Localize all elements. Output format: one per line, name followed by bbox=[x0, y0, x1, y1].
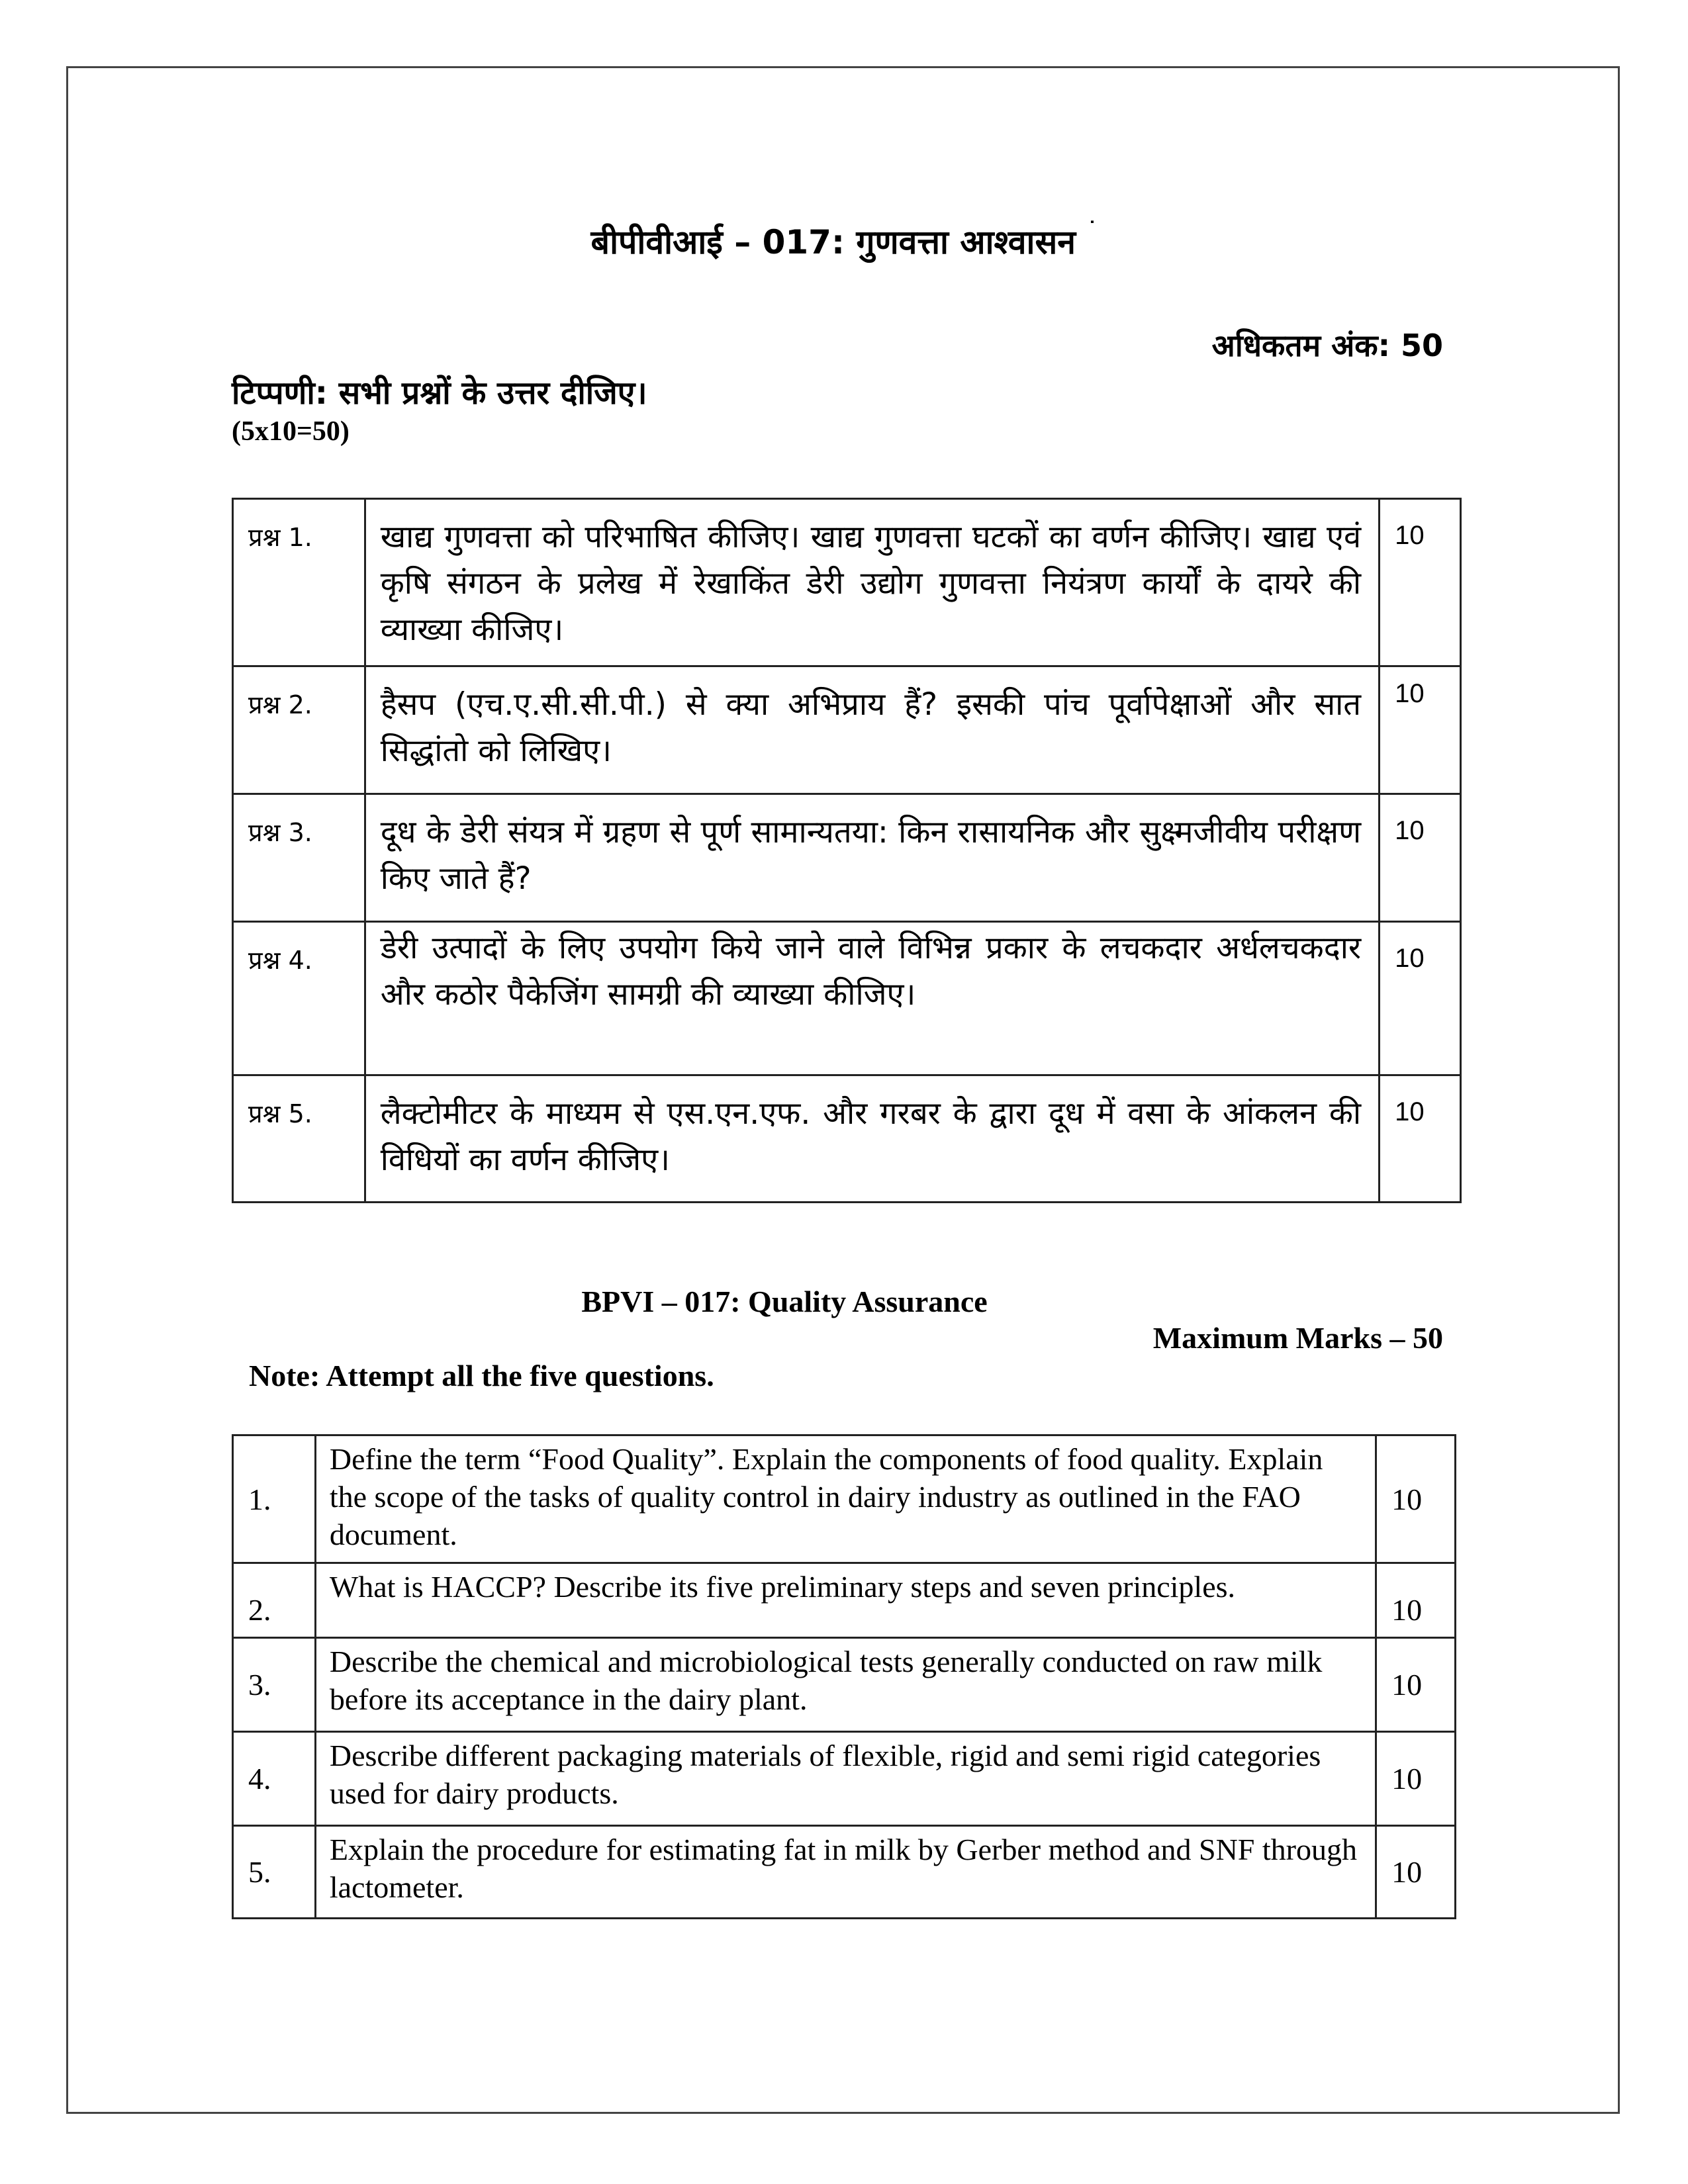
question-text: Explain the procedure for estimating fat in milk by Gerber method and SNF through lactometer. bbox=[315, 1826, 1376, 1919]
question-number: प्रश्न 3. bbox=[233, 794, 365, 922]
question-text: What is HACCP? Describe its five preliminary steps and seven principles. bbox=[315, 1563, 1376, 1638]
question-text: Define the term “Food Quality”. Explain the components of food quality. Explain the scope of the tasks of quality control in dairy industry as outlined in the FAO document. bbox=[315, 1435, 1376, 1563]
hindi-paper-title: बीपीवीआई – 017: गुणवत्ता आश्वासन ˙ bbox=[590, 218, 1098, 261]
table-row bbox=[233, 1563, 1456, 1638]
question-marks: 10 bbox=[1380, 794, 1461, 922]
question-number: 4. bbox=[233, 1732, 316, 1826]
table-row bbox=[233, 1435, 1456, 1563]
table-row bbox=[233, 794, 1461, 922]
hindi-maximum-marks: अधिकतम अंक: 50 bbox=[1211, 328, 1443, 363]
question-number: प्रश्न 2. bbox=[233, 666, 365, 794]
english-note: Note: Attempt all the five questions. bbox=[249, 1359, 714, 1392]
question-number: 3. bbox=[233, 1638, 316, 1732]
question-marks: 10 bbox=[1376, 1826, 1456, 1919]
question-marks: 10 bbox=[1380, 922, 1461, 1075]
english-paper-title: BPVI – 017: Quality Assurance bbox=[581, 1285, 988, 1318]
table-row bbox=[233, 1826, 1456, 1919]
question-number: 2. bbox=[233, 1563, 316, 1638]
table-row bbox=[233, 1075, 1461, 1203]
question-number: 1. bbox=[233, 1435, 316, 1563]
question-number: 5. bbox=[233, 1826, 316, 1919]
question-marks: 10 bbox=[1380, 499, 1461, 666]
question-text: खाद्य गुणवत्ता को परिभाषित कीजिए। खाद्य गुणवत्ता घटकों का वर्णन कीजिए। खाद्य एवं कृषि संगठन के प्रलेख में रेखाकिंत डेरी उद्योग गुणवत्ता नियंत्रण कार्यों के दायरे की व्याख्या कीजिए। bbox=[365, 499, 1379, 666]
table-row bbox=[233, 1638, 1456, 1732]
question-number: प्रश्न 5. bbox=[233, 1075, 365, 1203]
hindi-marks-distribution: (5x10=50) bbox=[232, 416, 350, 447]
question-marks: 10 bbox=[1376, 1638, 1456, 1732]
question-number: प्रश्न 1. bbox=[233, 499, 365, 666]
hindi-title-mark: ˙ bbox=[1087, 218, 1098, 242]
question-text: हैसप (एच.ए.सी.सी.पी.) से क्या अभिप्राय हैं? इसकी पांच पूर्वापेक्षाओं और सात सिद्धांतो को लिखिए। bbox=[365, 666, 1379, 794]
english-maximum-marks: Maximum Marks – 50 bbox=[1152, 1321, 1443, 1355]
table-row bbox=[233, 922, 1461, 1075]
hindi-note: टिप्पणी: सभी प्रश्नों के उत्तर दीजिए। bbox=[232, 375, 647, 412]
question-text: लैक्टोमीटर के माध्यम से एस.एन.एफ. और गरबर के द्वारा दूध में वसा के आंकलन की विधियों का वर्णन कीजिए। bbox=[365, 1075, 1379, 1203]
question-text: डेरी उत्पादों के लिए उपयोग किये जाने वाले विभिन्न प्रकार के लचकदार अर्धलचकदार और कठोर पैकेजिंग सामग्री की व्याख्या कीजिए। bbox=[365, 922, 1379, 1075]
table-row bbox=[233, 1732, 1456, 1826]
question-marks: 10 bbox=[1376, 1563, 1456, 1638]
question-text: दूध के डेरी संयत्र में ग्रहण से पूर्ण सामान्यतया: किन रासायनिक और सुक्ष्मजीवीय परीक्षण किए जाते हैं? bbox=[365, 794, 1379, 922]
question-marks: 10 bbox=[1380, 666, 1461, 794]
table-row bbox=[233, 499, 1461, 666]
table-row bbox=[233, 666, 1461, 794]
english-questions-table bbox=[232, 1434, 1456, 1919]
question-marks: 10 bbox=[1376, 1435, 1456, 1563]
question-text: Describe different packaging materials of flexible, rigid and semi rigid categories used for dairy products. bbox=[315, 1732, 1376, 1826]
hindi-questions-table bbox=[232, 498, 1462, 1203]
question-text: Describe the chemical and microbiological tests generally conducted on raw milk before its acceptance in the dairy plant. bbox=[315, 1638, 1376, 1732]
question-marks: 10 bbox=[1376, 1732, 1456, 1826]
question-number: प्रश्न 4. bbox=[233, 922, 365, 1075]
question-marks: 10 bbox=[1380, 1075, 1461, 1203]
